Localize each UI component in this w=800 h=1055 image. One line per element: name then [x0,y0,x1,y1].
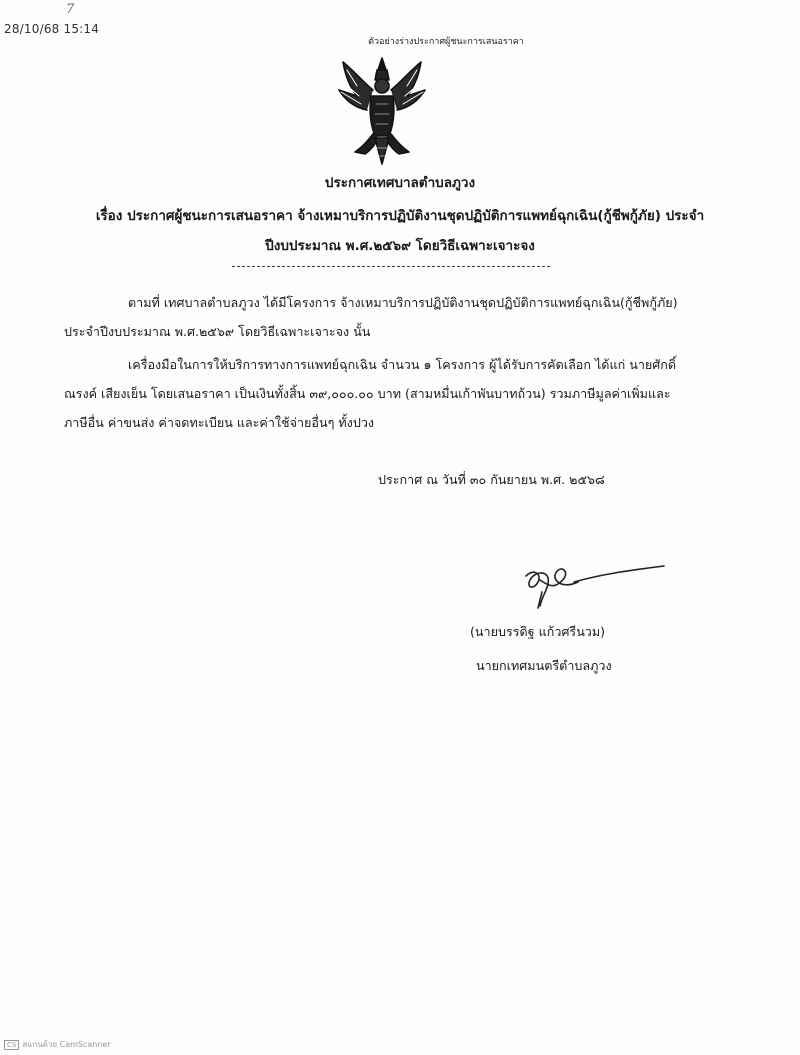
subject-line-1: เรื่อง ประกาศผู้ชนะการเสนอราคา จ้างเหมาบริการปฏิบัติงานชุดปฏิบัติการแพทย์ฉุกเฉิน(กู้ชีพกู้ภัย) ประจำ [95,208,705,224]
subject-line-2: ปีงบประมาณ พ.ศ.๒๕๖๙ โดยวิธีเฉพาะเจาะจง [265,238,535,254]
body-paragraph-2-line-1: เครื่องมือในการให้บริการทางการแพทย์ฉุกเฉิน จำนวน ๑ โครงการ ผู้ได้รับการคัดเลือก ได้แก่ นายศักดิ์ [128,357,677,372]
handwritten-signature [512,562,672,622]
scanner-watermark [4,1038,111,1051]
garuda-emblem-icon [333,56,431,168]
signer-title: นายกเทศมนตรีตำบลภูวง [476,658,612,673]
announcement-title: ประกาศเทศบาลตำบลภูวง [324,175,476,191]
body-paragraph-2-line-3: ภาษีอื่น ค่าขนส่ง ค่าจดทะเบียน และค่าใช้จ่ายอื่นๆ ทั้งปวง [64,415,375,430]
body-paragraph-1-line-2: ประจำปีงบประมาณ พ.ศ.๒๕๖๙ โดยวิธีเฉพาะเจาะจง นั้น [64,324,371,339]
dashed-divider [232,266,550,267]
scanner-badge-icon: CS [4,1040,19,1050]
print-timestamp: 28/10/68 15:14 [4,22,100,36]
signer-name: (นายบรรดิฐ แก้วศรีนวม) [470,624,606,639]
handwritten-mark: 7 [66,2,75,17]
announcement-date: ประกาศ ณ วันที่ ๓๐ กันยายน พ.ศ. ๒๕๖๘ [378,472,605,487]
scanner-text: สแกนด้วย CamScanner [22,1040,111,1049]
sample-draft-label: ตัวอย่างร่างประกาศผู้ชนะการเสนอราคา [368,37,524,47]
body-paragraph-1-line-1: ตามที่ เทศบาลตำบลภูวง ได้มีโครงการ จ้างเหมาบริการปฏิบัติงานชุดปฏิบัติการแพทย์ฉุกเฉิน(กู้ชีพกู้ภัย) [128,295,678,310]
body-paragraph-2-line-2: ณรงค์ เสียงเย็น โดยเสนอราคา เป็นเงินทั้งสิ้น ๓๙,๐๐๐.๐๐ บาท (สามหมื่นเก้าพันบาทถ้วน) รวมภาษีมูลค่าเพิ่มและ [64,386,671,401]
